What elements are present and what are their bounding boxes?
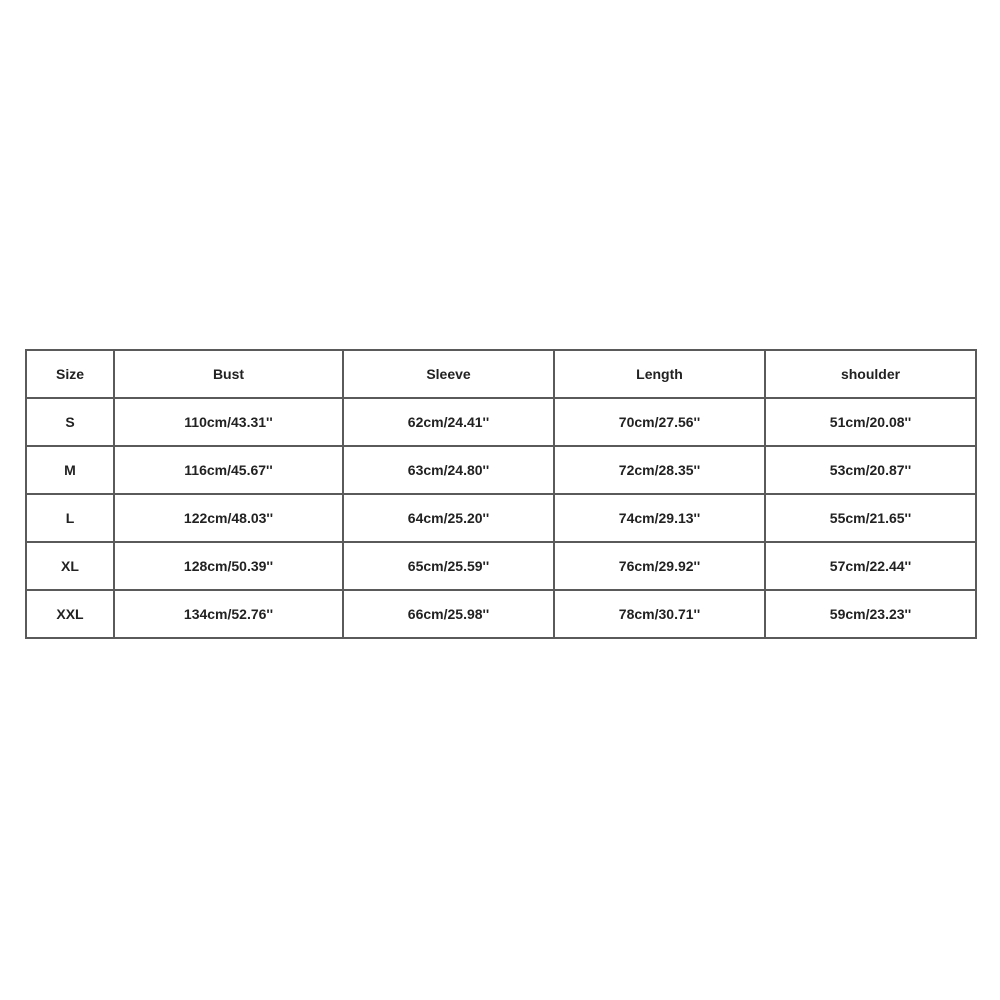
size-chart-table [25, 349, 977, 639]
sleeve-cell: 65cm/25.59'' [343, 542, 554, 590]
sleeve-cell: 62cm/24.41'' [343, 398, 554, 446]
size-cell: S [26, 398, 114, 446]
header-size: Size [26, 350, 114, 398]
length-cell: 72cm/28.35'' [554, 446, 765, 494]
bust-cell: 122cm/48.03'' [114, 494, 343, 542]
size-cell: XL [26, 542, 114, 590]
table-row [26, 542, 976, 590]
header-sleeve: Sleeve [343, 350, 554, 398]
shoulder-cell: 55cm/21.65'' [765, 494, 976, 542]
header-bust: Bust [114, 350, 343, 398]
table-row [26, 590, 976, 638]
table-row [26, 494, 976, 542]
shoulder-cell: 53cm/20.87'' [765, 446, 976, 494]
size-cell: XXL [26, 590, 114, 638]
size-cell: M [26, 446, 114, 494]
bust-cell: 116cm/45.67'' [114, 446, 343, 494]
shoulder-cell: 51cm/20.08'' [765, 398, 976, 446]
bust-cell: 128cm/50.39'' [114, 542, 343, 590]
sleeve-cell: 63cm/24.80'' [343, 446, 554, 494]
table-row [26, 446, 976, 494]
bust-cell: 134cm/52.76'' [114, 590, 343, 638]
sleeve-cell: 66cm/25.98'' [343, 590, 554, 638]
shoulder-cell: 57cm/22.44'' [765, 542, 976, 590]
table-row [26, 398, 976, 446]
size-cell: L [26, 494, 114, 542]
table-header-row [26, 350, 976, 398]
header-shoulder: shoulder [765, 350, 976, 398]
shoulder-cell: 59cm/23.23'' [765, 590, 976, 638]
header-length: Length [554, 350, 765, 398]
length-cell: 78cm/30.71'' [554, 590, 765, 638]
length-cell: 70cm/27.56'' [554, 398, 765, 446]
length-cell: 76cm/29.92'' [554, 542, 765, 590]
bust-cell: 110cm/43.31'' [114, 398, 343, 446]
sleeve-cell: 64cm/25.20'' [343, 494, 554, 542]
length-cell: 74cm/29.13'' [554, 494, 765, 542]
